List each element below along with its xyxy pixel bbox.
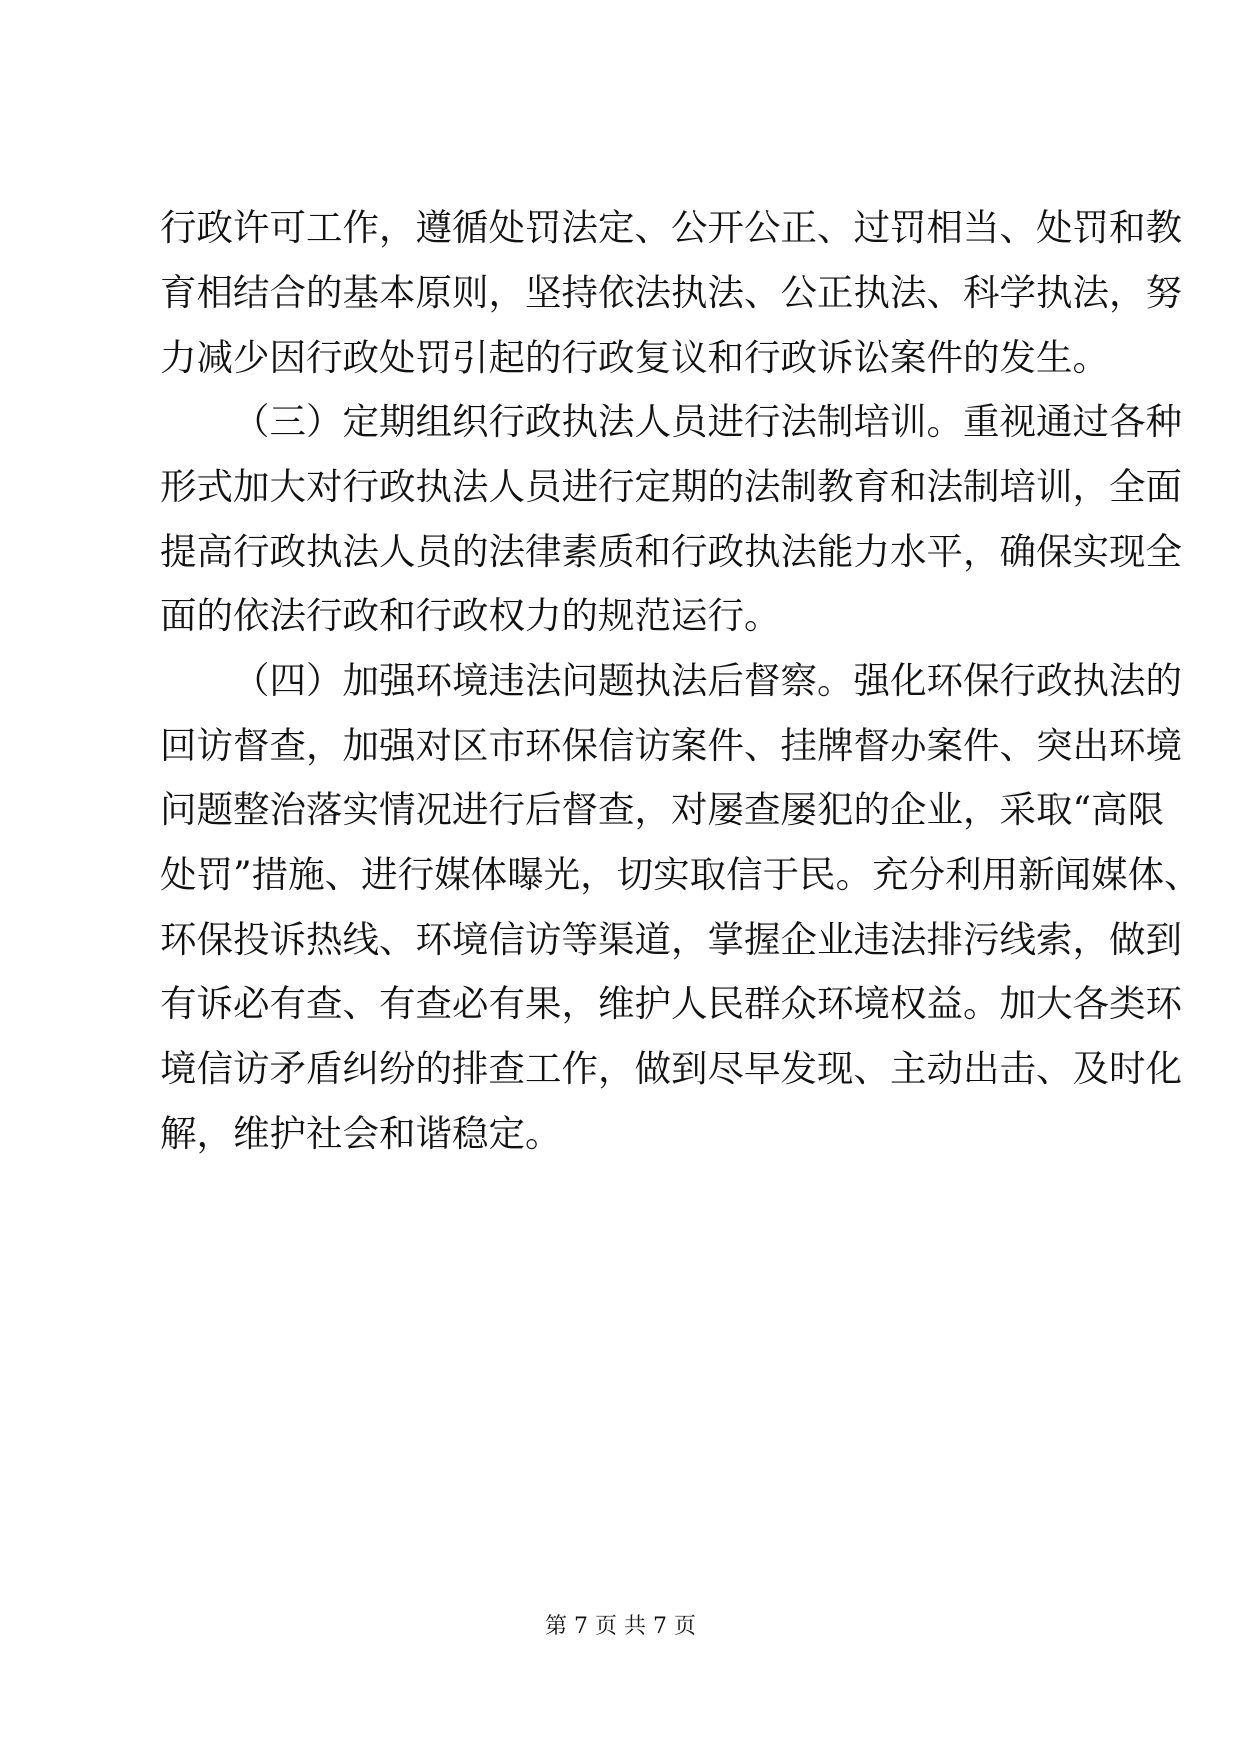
text-line: （三）定期组织行政执法人员进行法制培训。重视通过各种 xyxy=(233,400,1182,443)
text-line: 形式加大对行政执法人员进行定期的法制教育和法制培训，全面 xyxy=(160,465,1182,508)
text-line: 境信访矛盾纠纷的排查工作，做到尽早发现、主动出击、及时化 xyxy=(160,1047,1182,1090)
text-line: 问题整治落实情况进行后督查，对屡查屡犯的企业，采取“高限 xyxy=(160,788,1165,831)
text-line: 有诉必有查、有查必有果，维护人民群众环境权益。加大各类环 xyxy=(160,982,1182,1025)
text-line: 处罚”措施、进行媒体曝光，切实取信于民。充分利用新闻媒体、 xyxy=(160,853,1201,896)
text-line: 回访督查，加强对区市环保信访案件、挂牌督办案件、突出环境 xyxy=(160,724,1182,767)
text-line: 解，维护社会和谐稳定。 xyxy=(160,1112,562,1155)
text-line: 行政许可工作，遵循处罚法定、公开公正、过罚相当、处罚和教 xyxy=(160,206,1182,249)
text-line: 育相结合的基本原则，坚持依法执法、公正执法、科学执法，努 xyxy=(160,271,1182,314)
page-number: 第 7 页 共 7 页 xyxy=(545,1614,696,1639)
text-line: 力减少因行政处罚引起的行政复议和行政诉讼案件的发生。 xyxy=(160,336,1109,379)
text-line: 提高行政执法人员的法律素质和行政执法能力水平，确保实现全 xyxy=(160,530,1182,573)
text-line: 环保投诉热线、环境信访等渠道，掌握企业违法排污线索，做到 xyxy=(160,918,1182,961)
text-line: （四）加强环境违法问题执法后督察。强化环保行政执法的 xyxy=(233,659,1182,702)
text-line: 面的依法行政和行政权力的规范运行。 xyxy=(160,594,781,637)
